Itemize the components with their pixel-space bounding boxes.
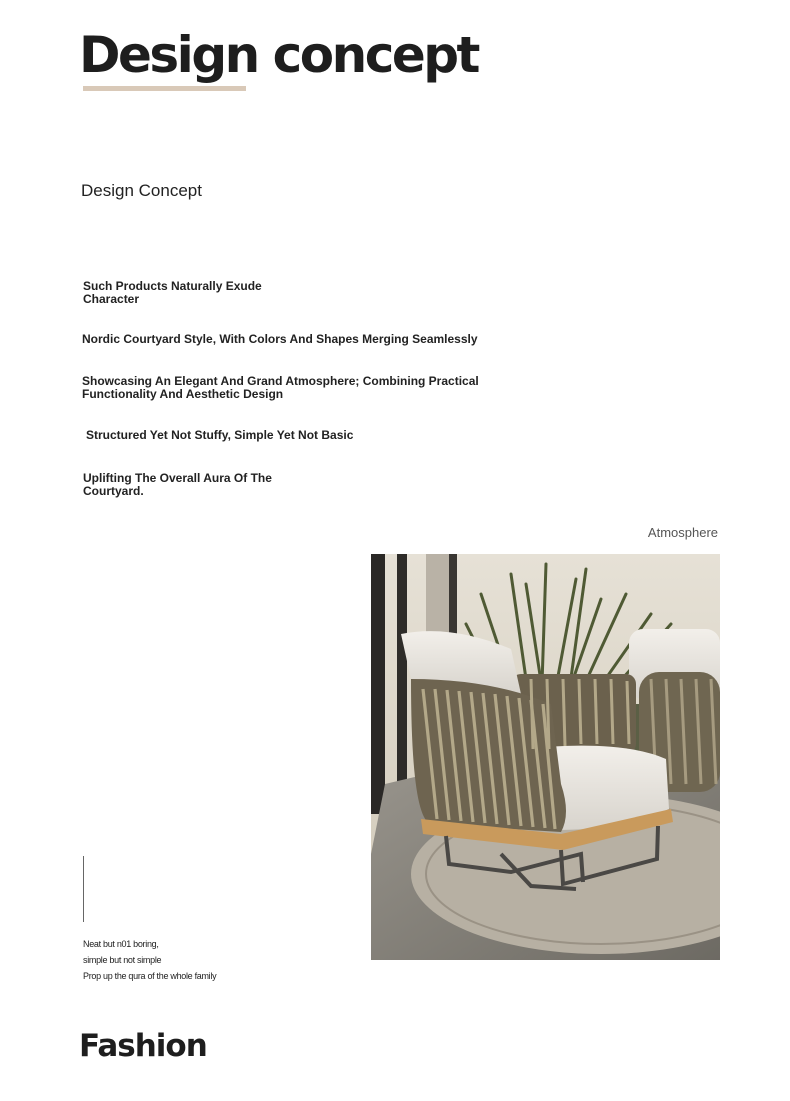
tagline-line-2: simple but not simple <box>83 955 162 965</box>
divider-line <box>83 856 84 922</box>
title-underline <box>83 86 246 91</box>
lounge-chair-photo <box>371 554 720 960</box>
section-heading: Design Concept <box>81 181 202 200</box>
photo-caption: Atmosphere <box>647 525 718 540</box>
concept-point-2: Nordic Courtyard Style, With Colors And Shapes Merging Seamlessly <box>82 332 478 346</box>
tagline-line-1: Neat but n01 boring, <box>83 939 159 949</box>
concept-point-1: Such Products Naturally Exude Character <box>83 279 262 306</box>
tagline-line-3: Prop up the qura of the whole family <box>83 971 217 981</box>
concept-point-4: Structured Yet Not Stuffy, Simple Yet Not Basic <box>86 428 354 442</box>
concept-point-5: Uplifting The Overall Aura Of The Courtyard. <box>83 471 272 498</box>
fashion-title: Fashion <box>79 1028 207 1064</box>
concept-point-3: Showcasing An Elegant And Grand Atmosphere; Combining Practical Functionality And Aesthetic Design <box>82 374 479 401</box>
page-title: Design concept <box>79 26 478 84</box>
